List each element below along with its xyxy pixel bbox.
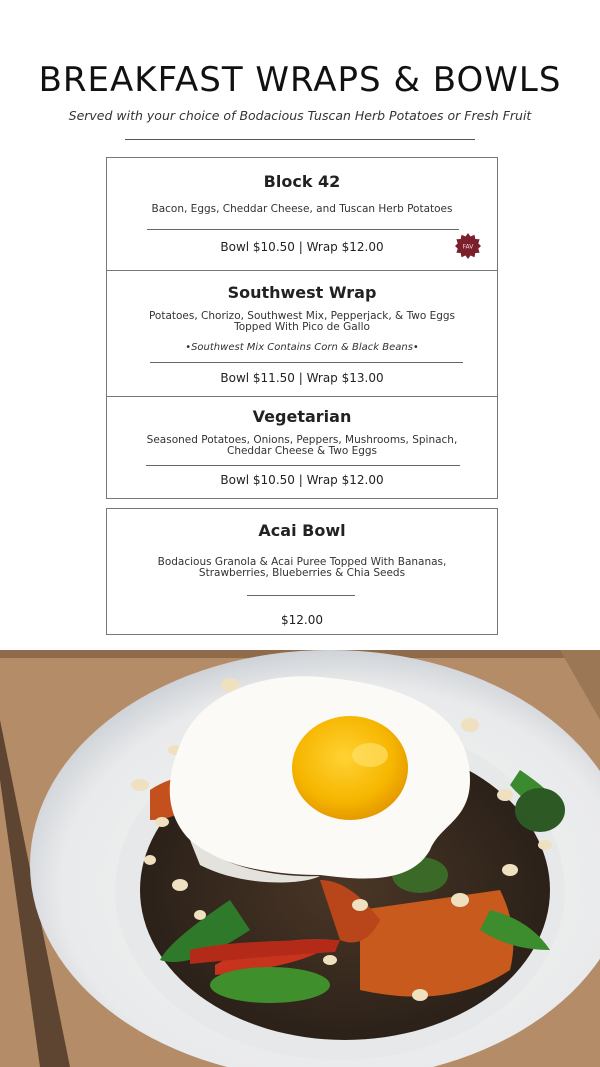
item-divider	[150, 362, 463, 363]
item-name: Block 42	[263, 172, 341, 191]
item-description-line-2: Cheddar Cheese & Two Eggs	[226, 445, 378, 457]
item-price: Bowl $11.50 | Wrap $13.00	[220, 371, 384, 385]
item-description-line-1: Bodacious Granola & Acai Puree Topped With Bananas,	[157, 556, 447, 568]
menu-item-block-42	[106, 157, 498, 271]
item-price: Bowl $10.50 | Wrap $12.00	[220, 473, 384, 487]
item-description-line-1: Potatoes, Chorizo, Southwest Mix, Pepperjack, & Two Eggs	[148, 310, 456, 322]
item-description-line-1: Seasoned Potatoes, Onions, Peppers, Mushrooms, Spinach,	[146, 434, 458, 446]
title-divider	[125, 139, 475, 140]
item-note: •Southwest Mix Contains Corn & Black Beans•	[185, 342, 419, 353]
item-divider	[146, 465, 460, 466]
menu-item-acai-bowl	[106, 508, 498, 635]
page-title: BREAKFAST WRAPS & BOWLS	[38, 60, 562, 100]
fav-badge-icon	[455, 233, 481, 259]
item-description-line-2: Topped With Pico de Gallo	[234, 321, 370, 333]
item-name: Acai Bowl	[258, 521, 346, 540]
menu-item-southwest-wrap	[106, 270, 498, 397]
item-price: Bowl $10.50 | Wrap $12.00	[220, 240, 384, 254]
item-divider	[247, 595, 355, 596]
item-description-line-2: Strawberries, Blueberries & Chia Seeds	[198, 567, 406, 579]
item-description: Bacon, Eggs, Cheddar Cheese, and Tuscan Herb Potatoes	[151, 203, 453, 215]
item-divider	[147, 229, 459, 230]
fav-badge-label: FAV	[462, 243, 474, 251]
menu-item-vegetarian	[106, 396, 498, 499]
item-price: $12.00	[281, 613, 323, 627]
item-name: Vegetarian	[252, 407, 352, 426]
page-subtitle: Served with your choice of Bodacious Tuscan Herb Potatoes or Fresh Fruit	[68, 108, 532, 123]
egg-veggie-bowl-photo	[0, 650, 600, 1067]
item-name: Southwest Wrap	[227, 283, 377, 302]
